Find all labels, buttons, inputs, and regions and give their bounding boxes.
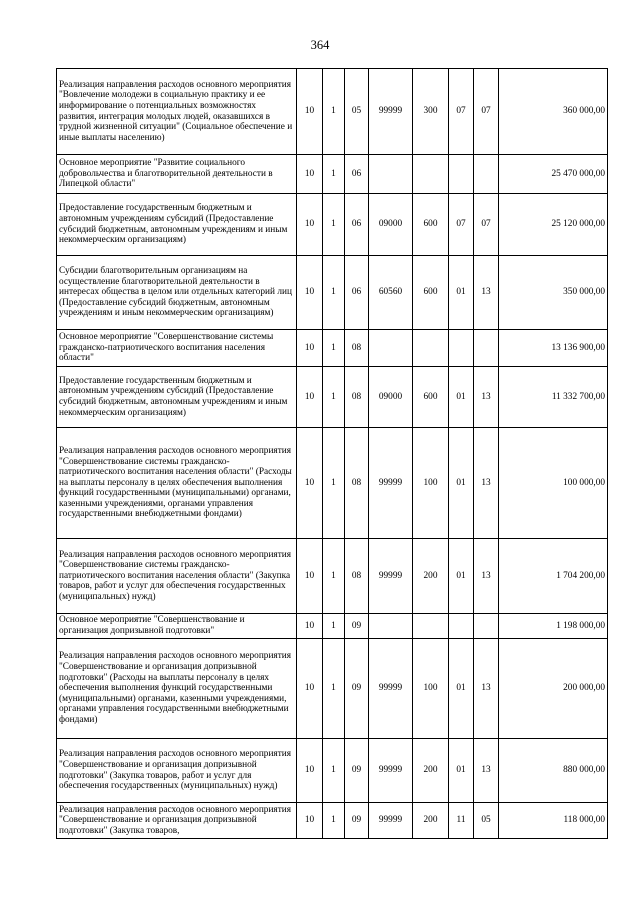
- code-cell: 09: [345, 639, 369, 739]
- code-cell: 05: [345, 69, 369, 155]
- code-cell: 08: [345, 330, 369, 367]
- code-cell: 06: [345, 194, 369, 256]
- table-row: [57, 194, 608, 256]
- code-cell: 01: [449, 428, 474, 539]
- table-row: [57, 428, 608, 539]
- code-cell: [413, 330, 449, 367]
- code-cell: 200: [413, 539, 449, 614]
- code-cell: 01: [449, 367, 474, 428]
- code-cell: [449, 614, 474, 639]
- amount-cell: 100 000,00: [499, 428, 608, 539]
- budget-table: [56, 68, 608, 839]
- table-row: [57, 256, 608, 330]
- table-row: [57, 639, 608, 739]
- code-cell: 99999: [369, 69, 413, 155]
- code-cell: 10: [297, 256, 323, 330]
- row-description: Реализация направления расходов основного мероприятия "Совершенствование и организация допризывной подготовки" (Закупка товаров, работ и услуг для обеспечения государственных (муниципальных) нужд): [57, 739, 297, 803]
- code-cell: 1: [323, 330, 345, 367]
- code-cell: 600: [413, 256, 449, 330]
- code-cell: 10: [297, 367, 323, 428]
- code-cell: 13: [474, 739, 499, 803]
- code-cell: 09000: [369, 194, 413, 256]
- row-description: Основное мероприятие "Совершенствование и организация допризывной подготовки": [57, 614, 297, 639]
- code-cell: 99999: [369, 639, 413, 739]
- code-cell: 600: [413, 367, 449, 428]
- code-cell: 13: [474, 639, 499, 739]
- code-cell: [449, 330, 474, 367]
- code-cell: [449, 155, 474, 194]
- code-cell: [369, 614, 413, 639]
- table-row: [57, 330, 608, 367]
- code-cell: 1: [323, 367, 345, 428]
- code-cell: 10: [297, 739, 323, 803]
- table-row: [57, 539, 608, 614]
- code-cell: 10: [297, 639, 323, 739]
- row-description: Субсидии благотворительным организациям на осуществление благотворительной деятельности в интересах общества в целом или отдельных категорий лиц (Предоставление субсидий бюджетным, автономным учреждениям и иным некоммерческим организациям): [57, 256, 297, 330]
- code-cell: [474, 155, 499, 194]
- code-cell: 08: [345, 539, 369, 614]
- code-cell: 1: [323, 803, 345, 839]
- code-cell: 99999: [369, 803, 413, 839]
- code-cell: 99999: [369, 539, 413, 614]
- code-cell: 07: [474, 69, 499, 155]
- code-cell: 05: [474, 803, 499, 839]
- amount-cell: 25 470 000,00: [499, 155, 608, 194]
- code-cell: 09: [345, 739, 369, 803]
- code-cell: 10: [297, 428, 323, 539]
- code-cell: 10: [297, 539, 323, 614]
- amount-cell: 25 120 000,00: [499, 194, 608, 256]
- code-cell: 13: [474, 539, 499, 614]
- amount-cell: 1 198 000,00: [499, 614, 608, 639]
- row-description: Реализация направления расходов основного мероприятия "Совершенствование системы гражданско-патриотического воспитания населения области" (Расходы на выплаты персоналу в целях обеспечения выполнения функций государственными (муниципальными) органами, казенными учреждениями, органами управления государственными внебюджетными фондами): [57, 428, 297, 539]
- code-cell: 13: [474, 256, 499, 330]
- code-cell: 01: [449, 539, 474, 614]
- table-row: [57, 367, 608, 428]
- code-cell: 01: [449, 739, 474, 803]
- code-cell: 10: [297, 803, 323, 839]
- code-cell: 1: [323, 155, 345, 194]
- code-cell: 1: [323, 69, 345, 155]
- code-cell: 07: [474, 194, 499, 256]
- code-cell: 07: [449, 69, 474, 155]
- amount-cell: 200 000,00: [499, 639, 608, 739]
- code-cell: 06: [345, 155, 369, 194]
- code-cell: 01: [449, 639, 474, 739]
- code-cell: [413, 614, 449, 639]
- code-cell: 10: [297, 155, 323, 194]
- code-cell: [369, 155, 413, 194]
- row-description: Реализация направления расходов основного мероприятия "Вовлечение молодежи в социальную практику и ее информирование о потенциальных возможностях развития, интеграция молодых людей, оказавшихся в трудной жизненной ситуации" (Социальное обеспечение и иные выплаты населению): [57, 69, 297, 155]
- code-cell: 300: [413, 69, 449, 155]
- amount-cell: 13 136 900,00: [499, 330, 608, 367]
- code-cell: 07: [449, 194, 474, 256]
- code-cell: [474, 330, 499, 367]
- code-cell: 1: [323, 539, 345, 614]
- code-cell: 10: [297, 330, 323, 367]
- amount-cell: 1 704 200,00: [499, 539, 608, 614]
- code-cell: 1: [323, 194, 345, 256]
- code-cell: 1: [323, 428, 345, 539]
- code-cell: 1: [323, 256, 345, 330]
- amount-cell: 360 000,00: [499, 69, 608, 155]
- code-cell: [369, 330, 413, 367]
- row-description: Основное мероприятие "Совершенствование системы гражданско-патриотического воспитания населения области": [57, 330, 297, 367]
- code-cell: 13: [474, 428, 499, 539]
- page-number: 364: [310, 38, 330, 52]
- row-description: Основное мероприятие "Развитие социального добровольчества и благотворительной деятельности в Липецкой области": [57, 155, 297, 194]
- row-description: Предоставление государственным бюджетным и автономным учреждениям субсидий (Предоставление субсидий бюджетным, автономным учреждениям и иным некоммерческим организациям): [57, 367, 297, 428]
- code-cell: 13: [474, 367, 499, 428]
- code-cell: 200: [413, 803, 449, 839]
- code-cell: 600: [413, 194, 449, 256]
- code-cell: 08: [345, 367, 369, 428]
- code-cell: 09: [345, 614, 369, 639]
- table-row: [57, 803, 608, 839]
- amount-cell: 11 332 700,00: [499, 367, 608, 428]
- code-cell: 10: [297, 614, 323, 639]
- code-cell: 09000: [369, 367, 413, 428]
- table-row: [57, 614, 608, 639]
- table-row: [57, 739, 608, 803]
- row-description: Реализация направления расходов основного мероприятия "Совершенствование системы гражданско-патриотического воспитания населения области" (Закупка товаров, работ и услуг для обеспечения государственных (муниципальных) нужд): [57, 539, 297, 614]
- code-cell: 99999: [369, 739, 413, 803]
- code-cell: 09: [345, 803, 369, 839]
- table-row: [57, 155, 608, 194]
- code-cell: 11: [449, 803, 474, 839]
- code-cell: 99999: [369, 428, 413, 539]
- amount-cell: 880 000,00: [499, 739, 608, 803]
- code-cell: 1: [323, 614, 345, 639]
- code-cell: 10: [297, 69, 323, 155]
- code-cell: 1: [323, 639, 345, 739]
- row-description: Предоставление государственным бюджетным и автономным учреждениям субсидий (Предоставление субсидий бюджетным, автономным учреждениям и иным некоммерческим организациям): [57, 194, 297, 256]
- code-cell: 100: [413, 639, 449, 739]
- code-cell: 100: [413, 428, 449, 539]
- code-cell: 01: [449, 256, 474, 330]
- code-cell: 10: [297, 194, 323, 256]
- code-cell: 1: [323, 739, 345, 803]
- code-cell: 200: [413, 739, 449, 803]
- code-cell: 08: [345, 428, 369, 539]
- amount-cell: 118 000,00: [499, 803, 608, 839]
- row-description: Реализация направления расходов основного мероприятия "Совершенствование и организация допризывной подготовки" (Закупка товаров,: [57, 803, 297, 839]
- code-cell: [413, 155, 449, 194]
- code-cell: 60560: [369, 256, 413, 330]
- amount-cell: 350 000,00: [499, 256, 608, 330]
- code-cell: 06: [345, 256, 369, 330]
- table-row: [57, 69, 608, 155]
- row-description: Реализация направления расходов основного мероприятия "Совершенствование и организация допризывной подготовки" (Расходы на выплаты персоналу в целях обеспечения выполнения функций государственными (муниципальными) органами, казенными учреждениями, органами управления государственными внебюджетными фондами): [57, 639, 297, 739]
- code-cell: [474, 614, 499, 639]
